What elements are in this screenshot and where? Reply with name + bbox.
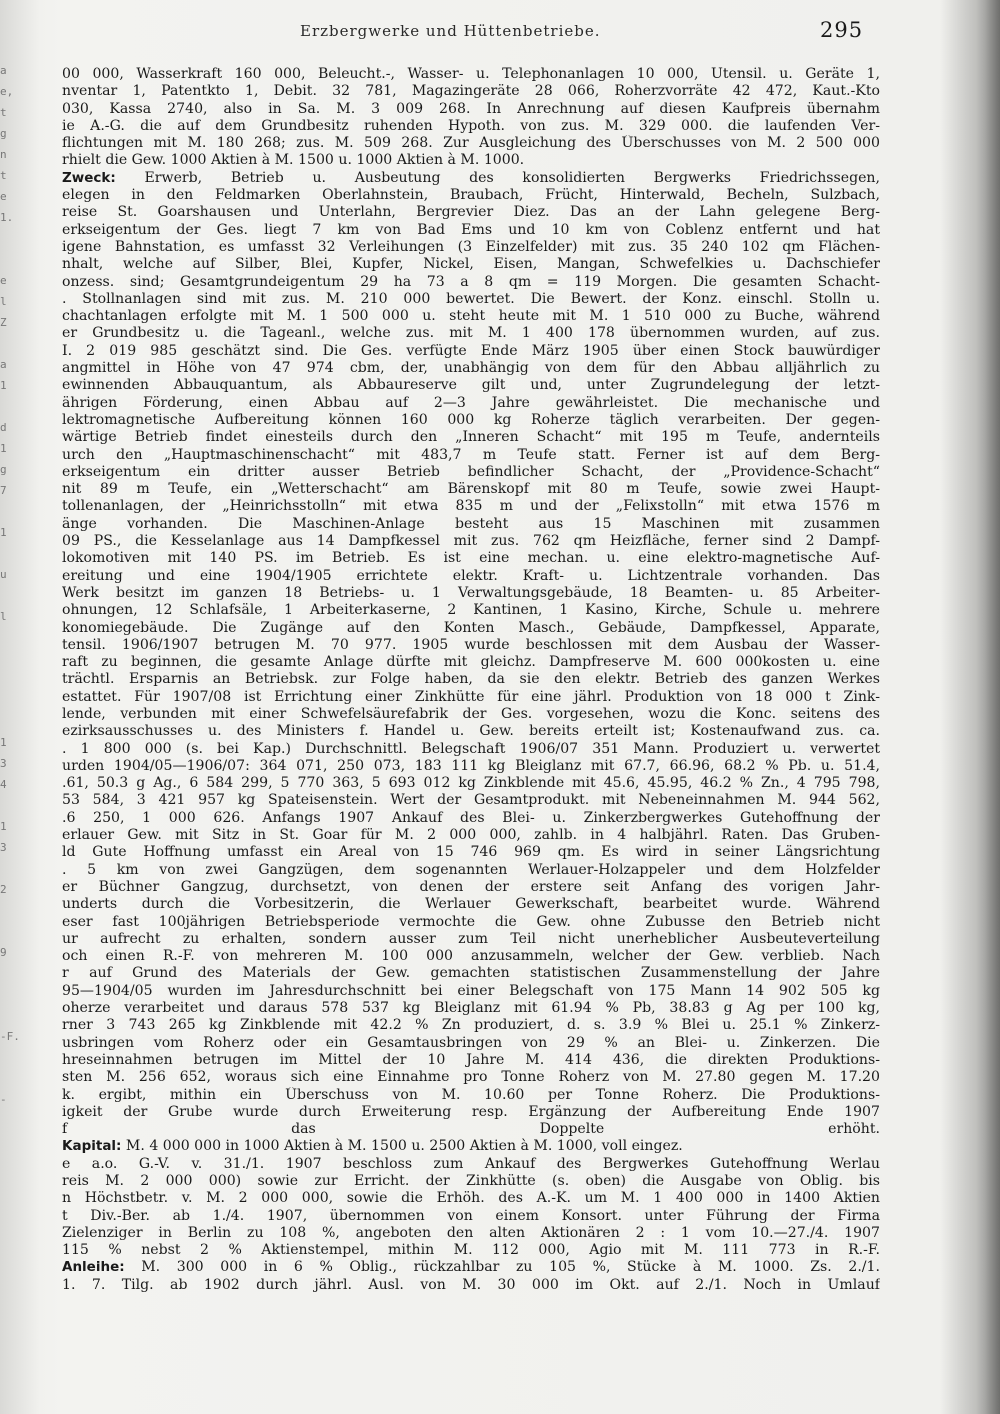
text-line: 53 584, 3 421 957 kg Spateisenstein. Wert der Gesamtprodukt. mit Nebeneinnahmen M. 944 562, [62, 792, 880, 809]
page-number: 295 [820, 18, 864, 42]
text-line: nventar 1, Patentkto 1, Debit. 32 781, Magazingeräte 28 066, Roherzvorräte 42 472, Kaut.-Kto [62, 83, 880, 100]
text-line: . 1 800 000 (s. bei Kap.) Durchschnittl. Belegschaft 1906/07 351 Mann. Produziert u. verwertet [62, 740, 880, 757]
text-line: igkeit der Grube wurde durch Erweiterung resp. Ergänzung der Aufbereitung Ende 1907 [62, 1103, 880, 1120]
text-line: konomiegebäude. Die Zugänge auf den Konten Masch., Gebäude, Dampfkessel, Apparate, [62, 619, 880, 636]
text-line: chachtanlagen erfolgte mit M. 1 500 000 u. steht heute mit M. 1 510 000 zu Buche, während [62, 308, 880, 325]
text-line: I. 2 019 985 geschätzt sind. Die Ges. verfügte Ende März 1905 über einen Stock bauwürdiger [62, 342, 880, 359]
text-line: k. ergibt, mithin ein Überschuss von M. 10.60 per Tonne Roherz. Die Produktions- [62, 1086, 880, 1103]
binding-shadow [940, 0, 1000, 1414]
text-line: tollenanlagen, der „Heinrichsstolln“ mit etwa 835 m und der „Felixstolln“ mit etwa 1576 m [62, 498, 880, 515]
text-line: onzess. sind; Gesamtgrundeigentum 29 ha 73 a 8 qm = 119 Morgen. Die gesamten Schacht- [62, 273, 880, 290]
text-line: hreseinnahmen betrugen im Mittel der 10 Jahre M. 414 436, die direkten Produktions- [62, 1051, 880, 1068]
body-text [62, 66, 880, 1294]
text-line: estattet. Für 1907/08 ist Errichtung einer Zinkhütte für eine jährl. Produktion von 18 000 t Zink- [62, 688, 880, 705]
text-line: trächtl. Ersparnis an Betriebsk. zur Folge haben, da sie den elektr. Betrieb des ganzen Werkes [62, 671, 880, 688]
text-line: lende, verbunden mit einer Schwefelsäurefabrik der Ges. vorgesehen, wozu die Konc. seitens des [62, 705, 880, 722]
text-line: reise St. Goarshausen und Unterlahn, Bergrevier Diez. Das an der Lahn gelegene Berg- [62, 204, 880, 221]
text-line: 09 PS., die Kesselanlage aus 14 Dampfkessel mit zus. 762 qm Heizfläche, ferner sind 2 Dampf- [62, 533, 880, 550]
text-line: Zweck: Erwerb, Betrieb u. Ausbeutung des konsolidierten Bergwerks Friedrichssegen, [62, 169, 880, 186]
text-line: lokomotiven mit 140 PS. im Betrieb. Es ist eine mechan. u. eine elektro-magnetische Auf- [62, 550, 880, 567]
text-line: änge vorhanden. Die Maschinen-Anlage besteht aus 15 Maschinen mit zusammen [62, 515, 880, 532]
text-line: . Stollnanlagen sind mit zus. M. 210 000 bewertet. Die Bewert. der Konz. einschl. Stolln u. [62, 290, 880, 307]
section-label: Kapital: [62, 1138, 122, 1155]
text-line: ld Gute Hoffnung umfasst ein Areal von 15 746 969 qm. Es wird in seiner Längsrichtung [62, 844, 880, 861]
text-line: Zielenziger in Berlin zu 108 %, angeboten den alten Aktionären 2 : 1 vom 10.—27./4. 1907 [62, 1224, 880, 1241]
left-margin-bleed: a e, t g n t e 1. e l Z a 1 d 1 g 7 1 u l 1 3 4 1 3 2 9 -F. - [0, 64, 20, 1106]
text-line: Anleihe: M. 300 000 in 6 % Oblig., rückzahlbar zu 105 %, Stücke à M. 1000. Zs. 2./1. [62, 1259, 880, 1276]
text-line: ereitung und eine 1904/1905 errichtete elektr. Kraft- u. Lichtzentrale vorhanden. Das [62, 567, 880, 584]
text-line: ährigen Förderung, einen Abbau auf 2—3 Jahre gewährleistet. Die mechanische und [62, 394, 880, 411]
text-line: .6 250, 1 000 626. Anfangs 1907 Ankauf des Blei- u. Zinkerzbergwerkes Gutehoffnung der [62, 809, 880, 826]
section-label: Anleihe: [62, 1259, 125, 1276]
text-line: oherze verarbeitet und daraus 578 537 kg Bleiglanz mit 61.94 % Pb, 38.83 g Ag per 100 kg, [62, 1000, 880, 1017]
text-line: er Grundbesitz u. die Tageanl., welche zus. mit M. 1 400 178 übernommen wurden, auf zus. [62, 325, 880, 342]
text-line: e a.o. G.-V. v. 31./1. 1907 beschloss zum Ankauf des Bergwerkes Gutehoffnung Werlau [62, 1155, 880, 1172]
text-line: .61, 50.3 g Ag., 6 584 299, 5 770 363, 5 693 012 kg Zinkblende mit 45.6, 45.95, 46.2 % Zn., 4 795 798, [62, 775, 880, 792]
text-line: reis M. 2 000 000) sowie zur Erricht. der Zinkhütte (s. oben) die Ausgabe von Oblig. bis [62, 1173, 880, 1189]
text-line: wärtige Betrieb findet einesteils durch den „Inneren Schacht“ mit 195 m Teufe, andernteils [62, 429, 880, 446]
text-line: . 5 km von zwei Gangzügen, dem sogenannten Werlauer-Holzappeler und dem Holzfelder [62, 861, 880, 878]
text-line: urden 1904/05—1906/07: 364 071, 250 073, 183 111 kg Bleiglanz mit 67.7, 66.96, 68.2 % Pb. u. 51.4, [62, 757, 880, 774]
text-line: er Büchner Gangzug, durchsetzt, von denen der erstere seit Anfang des vorigen Jahr- [62, 878, 880, 895]
text-line: 115 % nebst 2 % Aktienstempel, mithin M. 112 000, Agio mit M. 111 773 in R.-F. [62, 1242, 880, 1259]
text-line: eser fast 100jährigen Betriebsperiode vermochte die Gew. ohne Zubusse den Betrieb nicht [62, 913, 880, 930]
text-line: sten M. 256 652, woraus sich eine Einnahme pro Tonne Roherz von M. 27.80 gegen M. 17.20 [62, 1069, 880, 1086]
text-line: igene Bahnstation, es umfasst 32 Verleihungen (3 Einzelfelder) mit zus. 35 240 102 qm Flächen- [62, 238, 880, 255]
section-label: Zweck: [62, 169, 116, 186]
text-line: ohnungen, 12 Schlafsäle, 1 Arbeiterkaserne, 2 Kantinen, 1 Kasino, Kirche, Schule u. mehrere [62, 602, 880, 619]
text-line: lektromagnetische Aufbereitung können 160 000 kg Roherze täglich verarbeiten. Der gegen- [62, 411, 880, 428]
text-line: flichtungen mit M. 180 268; zus. M. 509 268. Zur Ausgleichung des Überschusses von M. 2 500 000 [62, 135, 880, 152]
text-line: Werk besitzt im ganzen 18 Betriebs- u. 1 Verwaltungsgebäude, 18 Beamten- u. 85 Arbeiter- [62, 584, 880, 601]
text-line: och einen R.-F. von mehreren M. 100 000 anzusammeln, welcher der Gew. verblieb. Nach [62, 948, 880, 965]
text-line: nhalt, welche auf Silber, Blei, Kupfer, Nickel, Eisen, Mangan, Schwefelkies u. Dachschiefer [62, 256, 880, 273]
page-header [60, 18, 890, 46]
text-line: tensil. 1906/1907 betrugen M. 70 977. 1905 wurde beschlossen mit dem Ausbau der Wasser- [62, 636, 880, 653]
text-line: r auf Grund des Materials der Gew. gemachten statistischen Zusammenstellung der Jahre [62, 965, 880, 982]
text-line: ie A.-G. die auf dem Grundbesitz ruhenden Hypoth. von zus. M. 329 000. die laufenden Ver- [62, 117, 880, 134]
text-line: elegen in den Feldmarken Oberlahnstein, Braubach, Frücht, Hinterwald, Becheln, Sulzbach, [62, 187, 880, 204]
text-line: ewinnenden Abbauquantum, als Abbaureserve gilt und, unter Zugrundelegung der letzt- [62, 377, 880, 394]
text-line: erlauer Gew. mit Sitz in St. Goar für M. 2 000 000, zahlb. in 4 halbjährl. Raten. Das Gruben- [62, 827, 880, 844]
text-line: angmittel in Höhe von 47 974 cbm, der, unabhängig von dem für den Abbau alljährlich zu [62, 360, 880, 377]
running-head: Erzbergwerke und Hüttenbetriebe. [300, 22, 601, 40]
text-line: rner 3 743 265 kg Zinkblende mit 42.2 % Zn produziert, d. s. 3.9 % Blei u. 25.1 % Zinkerz- [62, 1017, 880, 1034]
text-line: nit 89 m Teufe, ein „Wetterschacht“ am Bärenskopf mit 80 m Teufe, sowie zwei Haupt- [62, 481, 880, 498]
text-line: rhielt die Gew. 1000 Aktien à M. 1500 u. 1000 Aktien à M. 1000. [62, 152, 525, 169]
text-line: usbringen vom Roherz oder ein Gesamtausbringen von 29 % an Blei- u. Zinkerzen. Die [62, 1034, 880, 1051]
text-line: f das Doppelte erhöht. [62, 1121, 880, 1138]
text-line: ezirksausschusses u. des Ministers f. Handel u. Gew. bereits erteilt ist; Kostenaufwand zus. ca. [62, 723, 880, 740]
text-line: t Div.-Ber. ab 1./4. 1907, übernommen von einem Konsort. unter Führung der Firma [62, 1207, 880, 1224]
text-line: ur aufrecht zu erhalten, sondern ausser zum Teil nicht unerheblicher Ausbeuteverteilung [62, 930, 880, 947]
text-line: Kapital: M. 4 000 000 in 1000 Aktien à M. 1500 u. 2500 Aktien à M. 1000, voll eingez. [62, 1138, 683, 1155]
text-line: raft zu beginnen, die gesamte Anlage dürfte mit gleichz. Dampfreserve M. 600 000kosten u. eine [62, 654, 880, 671]
text-line: n Höchstbetr. v. M. 2 000 000, sowie die Erhöh. des A.-K. um M. 1 400 000 in 1400 Aktien [62, 1190, 880, 1207]
text-line: 030, Kassa 2740, also in Sa. M. 3 009 268. In Anrechnung auf diesen Kaufpreis übernahm [62, 100, 880, 117]
text-line: erkseigentum der Ges. liegt 7 km von Bad Ems und 10 km von Coblenz entfernt und hat [62, 221, 880, 238]
text-line: 1. 7. Tilg. ab 1902 durch jährl. Ausl. von M. 30 000 im Okt. auf 2./1. Noch in Umlauf [62, 1276, 880, 1293]
text-line: 95—1904/05 wurden im Jahresdurchschnitt bei einer Belegschaft von 175 Mann 14 902 505 kg [62, 982, 880, 999]
text-line: 00 000, Wasserkraft 160 000, Beleucht.-, Wasser- u. Telephonanlagen 10 000, Utensil. u. Geräte 1, [62, 66, 880, 82]
text-line: underts durch die Vorbesitzerin, die Werlauer Gewerkschaft, bearbeitet wurde. Während [62, 896, 880, 913]
text-line: erkseigentum ein dritter ausser Betrieb befindlicher Schacht, der „Providence-Schacht“ [62, 463, 880, 480]
text-line: urch den „Hauptmaschinenschacht“ mit 483,7 m Teufe statt. Ferner ist auf dem Berg- [62, 446, 880, 463]
